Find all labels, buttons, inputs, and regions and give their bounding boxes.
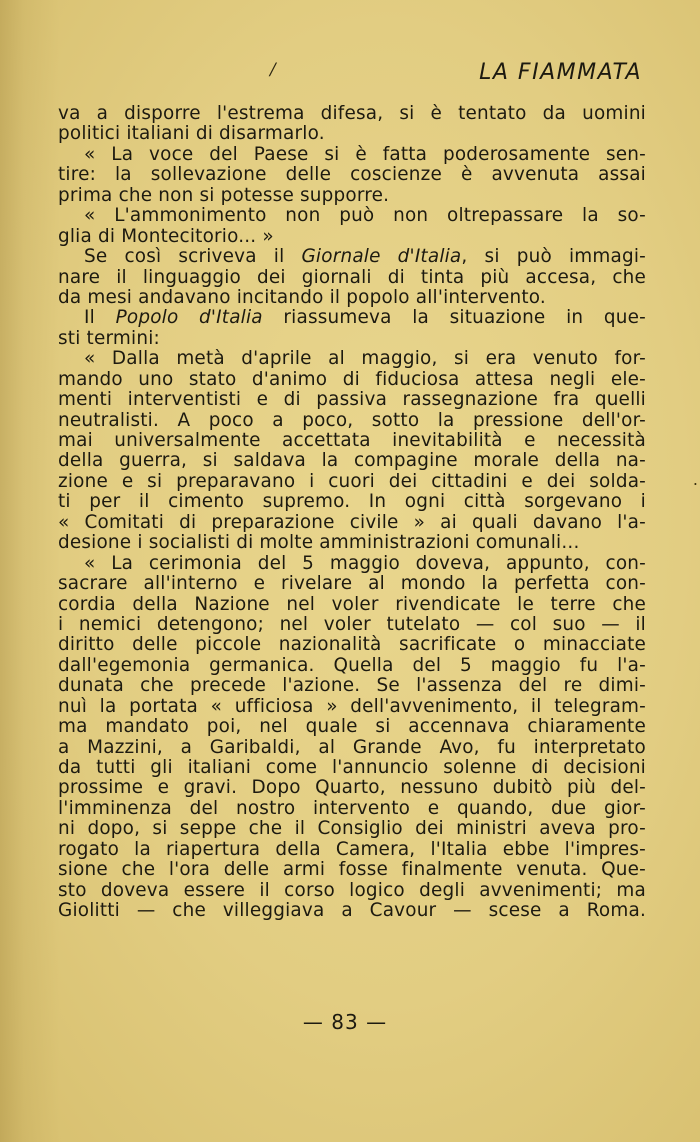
text-line: sione che l'ora delle armi fosse finalmente venuta. Que-	[58, 859, 646, 881]
text-line: a Mazzini, a Garibaldi, al Grande Avo, fu interpretato	[58, 736, 646, 758]
text-line: Il Popolo d'Italia riassumeva la situazione in que-	[84, 307, 646, 329]
running-title: LA FIAMMATA	[479, 60, 642, 85]
text-line: « Dalla metà d'aprile al maggio, si era venuto for-	[84, 348, 646, 370]
text-line: dall'egemonia germanica. Quella del 5 maggio fu l'a-	[58, 654, 646, 676]
text-line: « La voce del Paese si è fatta poderosamente sen-	[84, 143, 646, 165]
text-line: nare il linguaggio dei giornali di tinta più accesa, che	[58, 266, 646, 288]
text-line: della guerra, si saldava la compagine morale della na-	[58, 450, 646, 472]
text-line: neutralisti. A poco a poco, sotto la pressione dell'or-	[58, 409, 646, 431]
text-line: desione i socialisti di molte amministrazioni comunali...	[58, 532, 580, 554]
text-line: rogato la riapertura della Camera, l'Italia ebbe l'impres-	[58, 838, 646, 860]
text-line: cordia della Nazione nel voler rivendicate le terre che	[58, 593, 646, 615]
newspaper-title: Giornale d'Italia	[301, 246, 462, 268]
text-line: menti interventisti e di passiva rassegnazione fra quelli	[58, 389, 646, 411]
page-header	[58, 60, 642, 90]
page-number: — 83 —	[302, 1010, 388, 1034]
text-line: da mesi andavano incitando il popolo all'intervento.	[58, 286, 546, 308]
text-line: politici italiani di disarmarlo.	[58, 123, 325, 145]
text-line: prima che non si potesse supporre.	[58, 184, 390, 206]
text-line: ma mandato poi, nel quale si accennava chiaramente	[58, 716, 646, 738]
text-line: tire: la sollevazione delle coscienze è avvenuta assai	[58, 164, 646, 186]
text-line: « L'ammonimento non può non oltrepassare la so-	[84, 205, 646, 227]
text-line: dunata che precede l'azione. Se l'assenza del re dimi-	[58, 675, 646, 697]
edge-mark: .	[692, 470, 698, 489]
text-line: sacrare all'interno e rivelare al mondo la perfetta con-	[58, 573, 646, 595]
newspaper-title: Popolo d'Italia	[115, 307, 263, 329]
text-line: i nemici detengono; nel voler tutelato — col suo — il	[58, 613, 646, 635]
text-line: nuì la portata « ufficiosa » dell'avvenimento, il telegram-	[58, 695, 646, 717]
text-line: ni dopo, si seppe che il Consiglio dei ministri aveva pro-	[58, 818, 646, 840]
body-text	[58, 104, 646, 922]
text-line: da tutti gli italiani come l'annuncio solenne di decisioni	[58, 757, 646, 778]
text-line: « Comitati di preparazione civile » ai quali davano l'a-	[58, 511, 646, 533]
header-stray-mark: /	[270, 60, 276, 80]
text-line: mando uno stato d'animo di fiduciosa attesa negli ele-	[58, 368, 646, 390]
text-line: zione e si preparavano i cuori dei cittadini e dei solda-	[58, 470, 646, 492]
text-line: l'imminenza del nostro intervento e quando, due gior-	[58, 797, 646, 819]
text-line: « La cerimonia del 5 maggio doveva, appunto, con-	[84, 552, 646, 574]
text-line: Giolitti — che villeggiava a Cavour — scese a Roma.	[58, 900, 646, 922]
text-line: glia di Montecitorio... »	[58, 225, 274, 247]
text-line: mai universalmente accettata inevitabilità e necessità	[58, 430, 646, 451]
text-line: sto doveva essere il corso logico degli avvenimenti; ma	[58, 879, 646, 901]
text-line: sti termini:	[58, 327, 160, 349]
text-line: va a disporre l'estrema difesa, si è tentato da uomini	[58, 103, 646, 124]
text-line: Se così scriveva il Giornale d'Italia, si può immagi-	[84, 246, 646, 268]
text-line: diritto delle piccole nazionalità sacrificate o minacciate	[58, 634, 646, 656]
text-line: ti per il cimento supremo. In ogni città sorgevano i	[58, 491, 646, 513]
text-line: prossime e gravi. Dopo Quarto, nessuno dubitò più del-	[58, 777, 646, 799]
